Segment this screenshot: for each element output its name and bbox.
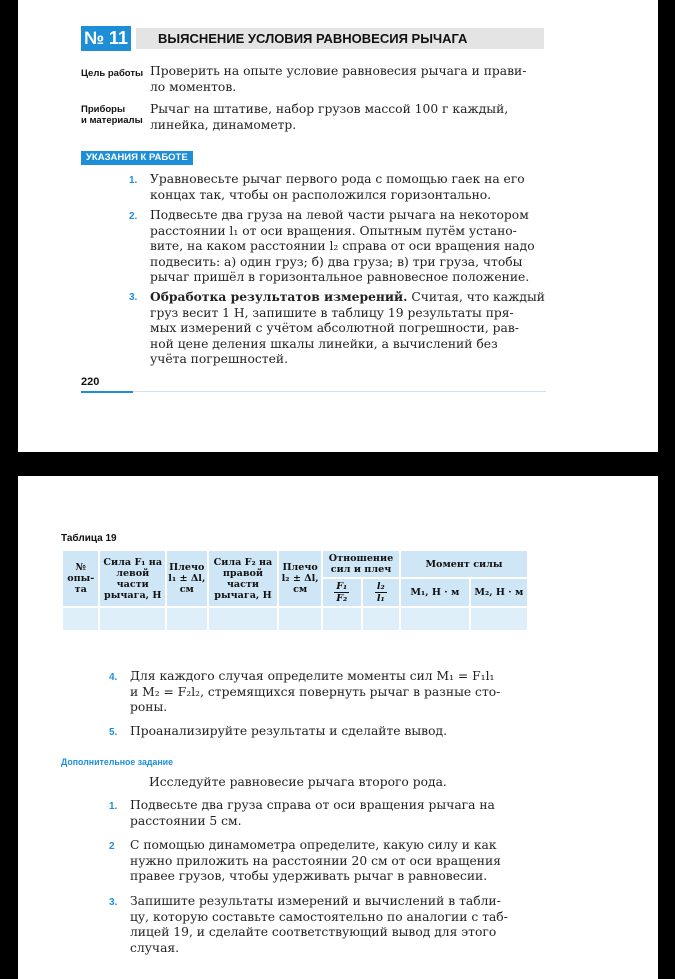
header-force-ratio [322, 578, 362, 607]
step-line: груз весит 1 Н, запишите в таблицу 19 результаты пря- [150, 305, 514, 320]
step-line: роны. [130, 700, 168, 714]
step-text [130, 724, 447, 740]
header-ratio-group: Отношение сил и плеч [322, 550, 400, 578]
step-line: лицей 19, и сделайте соответствующий вывод для этого [130, 925, 497, 939]
step-line: нужно приложить на расстоянии 20 см от оси вращения [130, 853, 501, 868]
step-number: 2 [109, 841, 115, 852]
table-cell [470, 607, 528, 631]
step-text [130, 798, 495, 829]
goal-line: ло моментов. [150, 79, 237, 94]
step-line: Для каждого случая определите моменты сил M₁ = F₁l₁ [130, 669, 495, 683]
equipment-text [150, 102, 508, 133]
force-ratio-denominator: F₂ [336, 593, 348, 604]
goal-text [150, 64, 526, 95]
header-arm-ratio [362, 578, 400, 607]
step-number: 2. [129, 211, 138, 222]
equipment-label-line: Приборы [81, 104, 126, 115]
step-text [150, 208, 535, 286]
page-footer-rule [133, 391, 546, 392]
arm-ratio-denominator: l₁ [376, 593, 385, 604]
goal-label: Цель работы [81, 68, 144, 79]
arm-ratio-numerator: l₂ [376, 581, 385, 592]
step-number: 5. [109, 727, 118, 738]
step-line: Уравновесьте рычаг первого рода с помощью гаек на его [150, 172, 525, 186]
equipment-line: Рычаг на штативе, набор грузов массой 100 г каждый, [150, 102, 509, 116]
step-line-rest: Считая, что каждый [407, 290, 545, 304]
step-text [130, 669, 500, 716]
step-text [150, 289, 545, 368]
step-line: цу, которую составьте самостоятельно по аналогии с таб- [130, 909, 508, 924]
table-cell [400, 607, 470, 631]
header-arm-left: Плечо l₁ ± Δl, см [166, 550, 208, 607]
header-moment-group: Момент силы [400, 550, 528, 578]
header-force-left: Сила F₁ на левой части рычага, Н [99, 550, 166, 607]
table-cell [99, 607, 166, 631]
step-line: Подвесьте два груза на левой части рычага на некотором [150, 208, 529, 222]
textbook-page-221 [18, 476, 658, 979]
step-line: расстоянии 5 см. [130, 813, 242, 828]
step-line: вите, на каком расстоянии l₂ справа от оси вращения надо [150, 239, 535, 253]
header-force-right: Сила F₂ на правой части рычага, Н [208, 550, 279, 607]
step-line: подвесить: а) один груз; б) два груза; в) три груза, чтобы [150, 254, 523, 269]
step-line: рычаг пришёл в горизонтальное равновесное положение. [150, 270, 530, 284]
step-line: Подвесьте два груза справа от оси вращения рычага на [130, 798, 495, 812]
header-experiment-number: № опы-та [62, 550, 99, 607]
additional-intro: Исследуйте равновесие рычага второго рода. [149, 775, 447, 789]
page-number-rule [81, 391, 133, 393]
step-line: ной цене деления шкалы линейки, а вычислений без [150, 336, 498, 351]
header-moment-2: M₂, Н · м [470, 578, 528, 607]
goal-line: Проверить на опыте условие равновесия рычага и прави- [150, 64, 527, 78]
step-line: случая. [130, 940, 180, 955]
step-number: 1. [109, 801, 118, 812]
table-cell [166, 607, 208, 631]
step-line: правее грузов, чтобы удерживать рычаг в равновесии. [130, 869, 488, 883]
step-bold-lead: Обработка результатов измерений. [150, 289, 408, 304]
step-line: и M₂ = F₂l₂, стремящихся повернуть рычаг в разные сто- [130, 684, 501, 699]
table-cell [322, 607, 362, 631]
additional-task-label: Дополнительное задание [61, 757, 173, 767]
instructions-label: УКАЗАНИЯ К РАБОТЕ [81, 151, 193, 165]
textbook-page-220 [18, 0, 658, 452]
table-cell [278, 607, 322, 631]
header-moment-1: M₁, Н · м [400, 578, 470, 607]
step-line: расстоянии l₁ от оси вращения. Опытным путём устано- [150, 223, 517, 238]
equipment-line: линейка, динамометр. [150, 117, 297, 132]
header-arm-right: Плечо l₂ ± Δl, см [278, 550, 322, 607]
table-caption: Таблица 19 [61, 533, 117, 544]
page-number: 220 [81, 376, 100, 388]
step-line: С помощью динамометра определите, какую силу и как [130, 838, 497, 852]
step-text [130, 894, 508, 956]
step-line: учёта погрешностей. [150, 352, 288, 366]
table-19 [61, 549, 529, 632]
step-text [130, 838, 501, 885]
table-cell [62, 607, 99, 631]
step-number: 3. [109, 897, 118, 908]
equipment-label-line: и материалы [81, 115, 143, 126]
table-row [62, 607, 528, 631]
force-ratio-numerator: F₁ [336, 581, 348, 592]
table-cell [208, 607, 279, 631]
step-line: Запишите результаты измерений и вычислений в табли- [130, 894, 501, 908]
lab-number-badge: № 11 [81, 26, 131, 51]
step-number: 3. [129, 292, 138, 303]
step-line: мых измерений с учётом абсолютной погрешности, рав- [150, 321, 519, 335]
step-text [150, 172, 525, 203]
equipment-label [81, 104, 143, 126]
step-line: концах так, чтобы он расположился горизонтально. [150, 187, 492, 202]
table-cell [362, 607, 400, 631]
step-line: Проанализируйте результаты и сделайте вывод. [130, 724, 447, 738]
step-number: 1. [129, 175, 138, 186]
step-number: 4. [109, 672, 118, 683]
lab-title: ВЫЯСНЕНИЕ УСЛОВИЯ РАВНОВЕСИЯ РЫЧАГА [136, 28, 544, 49]
step-line [150, 289, 545, 306]
